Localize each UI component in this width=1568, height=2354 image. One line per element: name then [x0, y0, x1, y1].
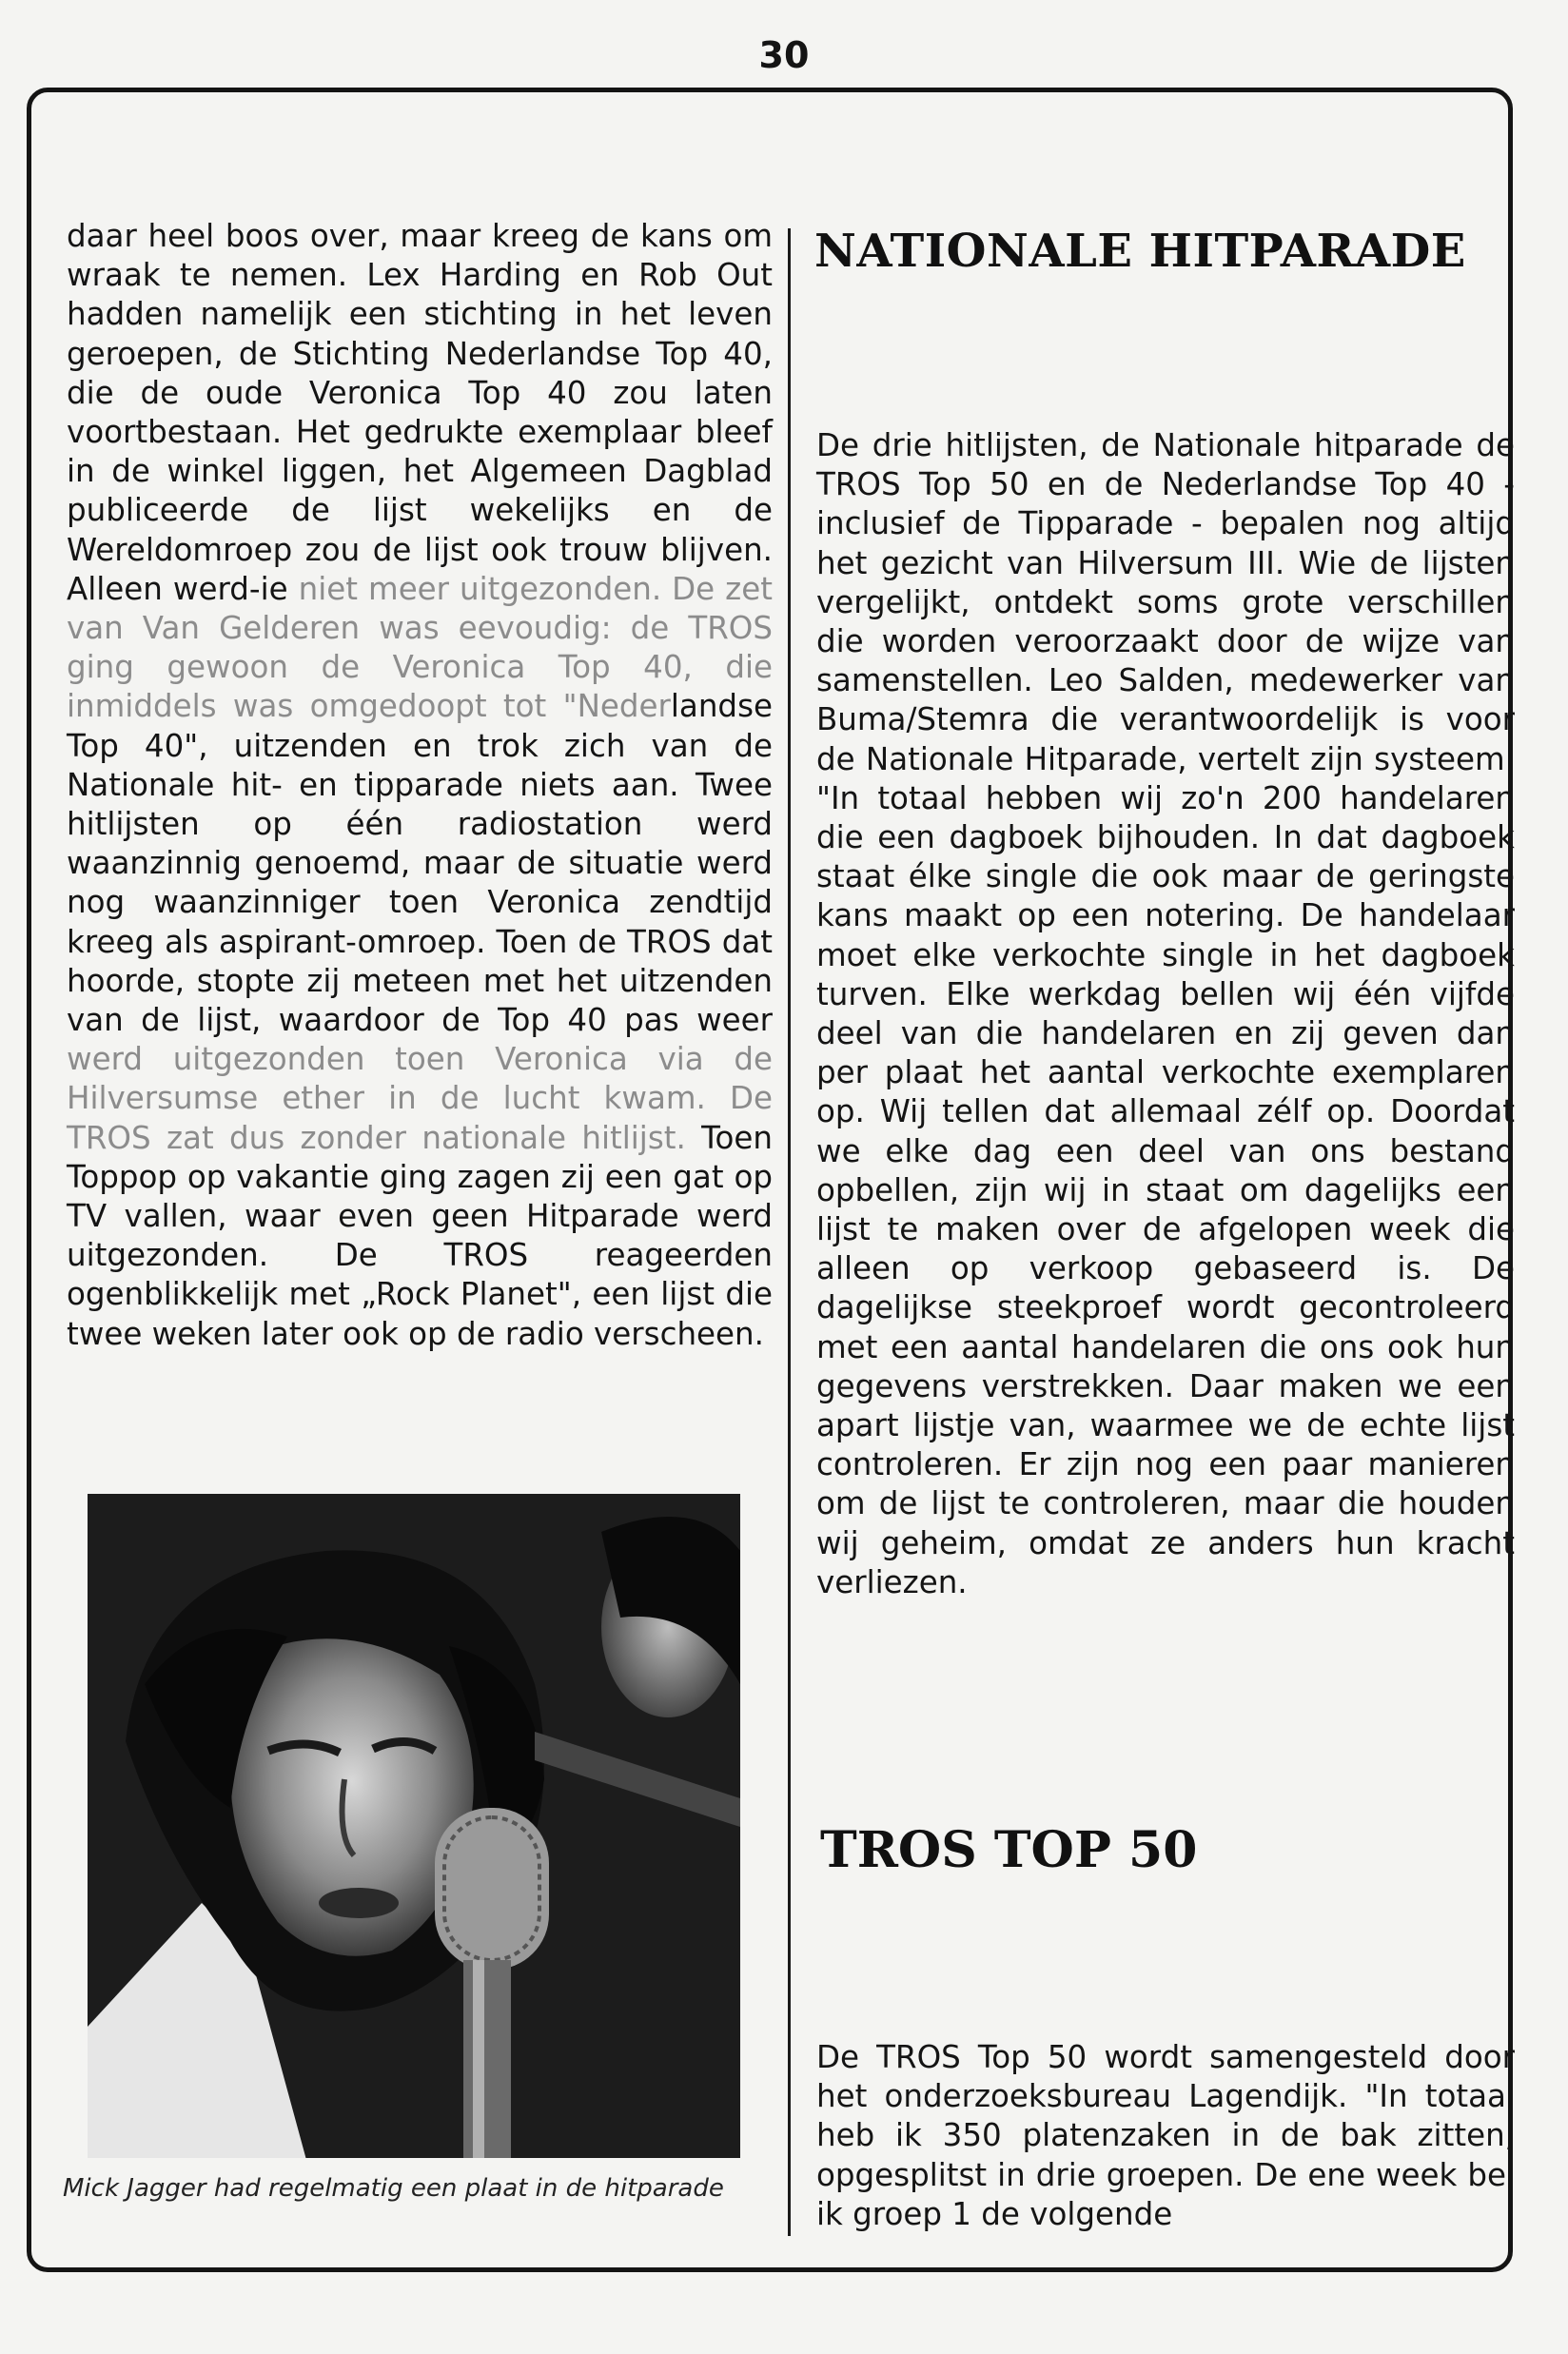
left-paragraph-3: Toen Toppop op vakantie ging zagen zij een gat op TV vallen, waar even geen Hitparade werd uitgezonden. De TROS reageerden ogenblikkelijk met „Rock Planet", een lijst die twee weken later ook op de radio verscheen.: [67, 1119, 773, 1352]
mick-jagger-photo: [88, 1494, 740, 2158]
section-heading-tros-top-50: TROS TOP 50: [820, 1821, 1198, 1879]
photo-caption: Mick Jagger had regelmatig een plaat in de hitparade: [63, 2174, 724, 2203]
section-heading-nationale-hitparade: NATIONALE HITPARADE: [814, 225, 1466, 278]
left-column-text: [67, 217, 773, 1354]
left-paragraph-1: daar heel boos over, maar kreeg de kans om wraak te nemen. Lex Harding en Rob Out hadden namelijk een stichting in het leven geroepen, de Stichting Nederlandse Top 40, die de oude Veronica Top 40 zou laten voortbestaan. Het gedrukte exemplaar bleef in de winkel liggen, het Algemeen Dagblad publiceerde de lijst wekelijks en de Wereldomroep zou de lijst ook trouw blijven. Alleen werd-ie: [67, 218, 773, 607]
left-paragraph-2: landse Top 40", uitzenden en trok zich van de Nationale hit- en tipparade niets aan. Twee hitlijsten op één radiostation werd waanzinnig genoemd, maar de situatie werd nog waanzinniger toen Veronica zendtijd kreeg als aspirant-omroep. Toen de TROS dat hoorde, stopte zij meteen met het uitzenden van de lijst, waardoor de Top 40 pas weer: [67, 688, 773, 1039]
column-divider: [788, 228, 791, 2236]
tros-top-50-text: De TROS Top 50 wordt samengesteld door het onderzoeksbureau Lagendijk. "In totaal heb ik 350 platenzaken in de bak zitten, opgesplitst in drie groepen. De ene week bel ik groep 1 de volgende: [816, 2039, 1515, 2232]
photo-illustration: [88, 1494, 740, 2158]
page-number: 30: [758, 34, 810, 76]
nationale-hitparade-text: De drie hitlijsten, de Nationale hitparade de TROS Top 50 en de Nederlandse Top 40 - inclusief de Tipparade - bepalen nog altijd het gezicht van Hilversum III. Wie de lijsten vergelijkt, ontdekt soms grote verschillen die worden veroorzaakt door de wijze van samenstellen. Leo Salden, medewerker van Buma/Stemra die verantwoordelijk is voor de Nationale Hitparade, vertelt zijn systeem. "In totaal hebben wij zo'n 200 handelaren die een dagboek bijhouden. In dat dagboek staat élke single die ook maar de geringste kans maakt op een notering. De handelaar moet elke verkochte single in het dagboek turven. Elke werkdag bellen wij één vijfde deel van die handelaren en zij geven dan per plaat het aantal verkochte exemplaren op. Wij tellen dat allemaal zélf op. Doordat we elke dag een deel van ons bestand opbellen, zijn wij in staat om dagelijks een lijst te maken over de afgelopen week die alleen op verkoop gebaseerd is. De dagelijkse steekproef wordt gecontroleerd met een aantal handelaren die ons ook hun gegevens verstrekken. Daar maken we een apart lijstje van, waarmee we de echte lijst controleren. Er zijn nog een paar manieren om de lijst te controleren, maar die houden wij geheim, omdat ze anders hun kracht verliezen.: [816, 427, 1515, 1600]
left-faded-text-2: werd uitgezonden toen Veronica via de Hilversumse ether in de lucht kwam. De TROS zat dus zonder nationale hitlijst.: [67, 1041, 773, 1156]
left-faded-text-1: niet meer uitgezonden. De zet van Van Gelderen was eevoudig: de TROS ging gewoon de Veronica Top 40, die inmiddels was omgedoopt tot "Neder: [67, 570, 773, 725]
